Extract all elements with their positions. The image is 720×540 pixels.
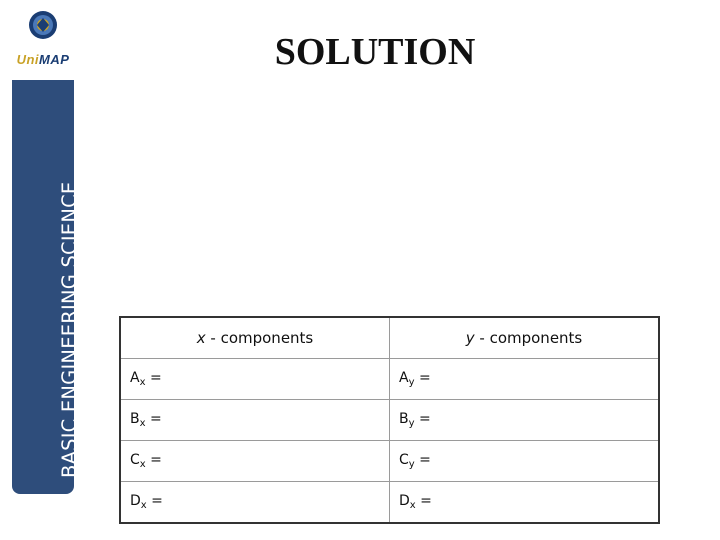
components-table xyxy=(119,316,660,524)
bx-cell: $B_x$ = xyxy=(120,400,390,441)
dx-cell: $D_x$ = xyxy=(120,482,390,524)
table-row xyxy=(120,359,659,400)
page-title: SOLUTION xyxy=(274,31,476,73)
x-components-header: x - components xyxy=(120,317,390,359)
table-row xyxy=(120,441,659,482)
university-emblem-icon xyxy=(28,10,58,40)
dy-cell: $D_x$ = xyxy=(390,482,660,524)
y-components-header: y - components xyxy=(390,317,660,359)
sidebar-band xyxy=(12,0,81,494)
logo xyxy=(12,0,74,80)
logo-wordmark: UniMAP xyxy=(16,52,70,67)
by-cell: $B_y$ = xyxy=(390,400,660,441)
table-row xyxy=(120,482,659,524)
sidebar-course-label: BASIC ENGINEERING SCIENCE xyxy=(58,181,81,478)
table-header-row xyxy=(120,317,659,359)
cx-cell: $C_x$ = xyxy=(120,441,390,482)
ax-cell: $A_x$ = xyxy=(120,359,390,400)
table-row xyxy=(120,400,659,441)
ay-cell: $A_y$ = xyxy=(390,359,660,400)
cy-cell: $C_y$ = xyxy=(390,441,660,482)
